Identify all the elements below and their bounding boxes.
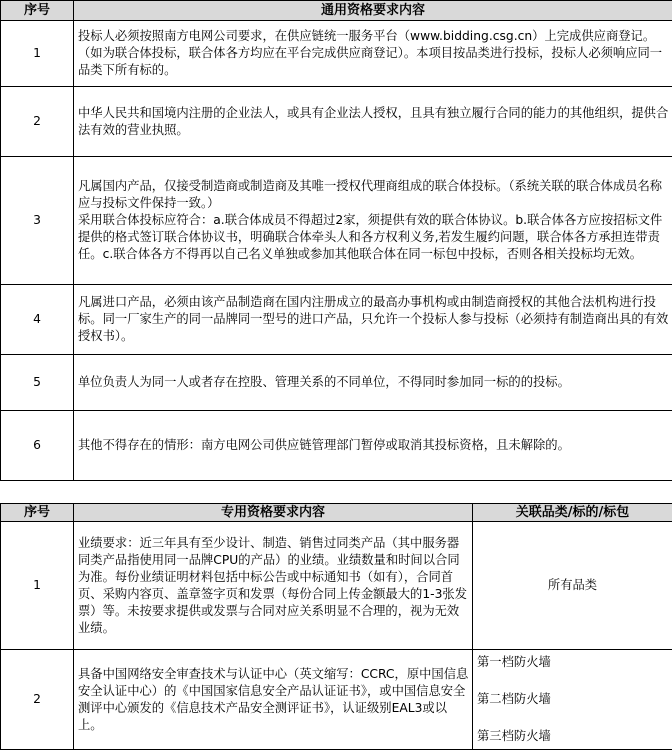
row-index: 6 [1,411,74,481]
table-row [1,157,672,285]
row-text: 投标人必须按照南方电网公司要求，在供应链统一服务平台（www.bidding.csg.cn）上完成供应商登记。（如为联合体投标，联合体各方均应在平台完成供应商登记）。本项目按品类进行投标，投标人必须响应同一品类下所有标的。 [74,21,672,87]
table-row [1,285,672,355]
table-row [1,87,672,157]
header-requirement: 通用资格要求内容 [74,1,672,21]
table-header-row [1,504,672,522]
row-index: 5 [1,355,74,411]
row-text: 凡属国内产品，仅接受制造商或制造商及其唯一授权代理商组成的联合体投标。（系统关联的联合体成员名称应与投标文件保持一致。） 采用联合体投标应符合：a.联合体成员不得超过2家，须提供有效的联合体协议。b.联合体各方应按招标文件提供的格式签订联合体协议书，明确联合体牵头人和各方权利义务,若发生履约问题，联合体各方承担连带责任。c.联合体各方不得再以自己名义单独或参加其他联合体在同一标包中投标，否则各相关投标均无效。 [74,157,672,285]
row-index: 4 [1,285,74,355]
row-related: 所有品类 [473,522,672,650]
row-index: 2 [1,650,74,750]
header-related: 关联品类/标的/标包 [473,504,672,522]
row-text: 中华人民共和国境内注册的企业法人，或具有企业法人授权，且具有独立履行合同的能力的其他组织，提供合法有效的营业执照。 [74,87,672,157]
related-item: 第一档防火墙 [473,654,672,675]
table-header-row [1,1,672,21]
related-item: 第三档防火墙 [473,728,672,749]
header-index: 序号 [1,1,74,21]
header-index: 序号 [1,504,74,522]
related-item: 第二档防火墙 [473,691,672,712]
row-text: 业绩要求：近三年具有至少设计、制造、销售过同类产品（其中服务器同类产品指使用同一品牌CPU的产品）的业绩。业绩数量和时间以合同为准。每份业绩证明材料包括中标公告或中标通知书（如有），合同首页、采购内容页、盖章签字页和发票（每份合同上传金额最大的1-3张发票）等。未按要求提供或发票与合同对应关系明显不合理的，视为无效业绩。 [74,522,473,650]
table-row [1,650,672,750]
table-row [1,411,672,481]
header-requirement: 专用资格要求内容 [74,504,473,522]
row-index: 2 [1,87,74,157]
row-text: 单位负责人为同一人或者存在控股、管理关系的不同单位，不得同时参加同一标的的投标。 [74,355,672,411]
row-text: 具备中国网络安全审查技术与认证中心（英文缩写：CCRC，原中国信息安全认证中心）的《中国国家信息安全产品认证证书》，或中国信息安全测评中心颁发的《信息技术产品安全测评证书》，认证级别EAL3或以上。 [74,650,473,750]
row-text: 其他不得存在的情形：南方电网公司供应链管理部门暂停或取消其投标资格，且未解除的。 [74,411,672,481]
table-row [1,522,672,650]
row-index: 1 [1,522,74,650]
row-related-list [473,650,672,750]
special-requirements-table [0,503,672,750]
row-index: 1 [1,21,74,87]
row-text: 凡属进口产品，必须由该产品制造商在国内注册成立的最高办事机构或由制造商授权的其他合法机构进行投标。同一厂家生产的同一品牌同一型号的进口产品，只允许一个投标人参与投标（必须持有制造商出具的有效授权书）。 [74,285,672,355]
row-index: 3 [1,157,74,285]
table-row [1,21,672,87]
table-row [1,355,672,411]
